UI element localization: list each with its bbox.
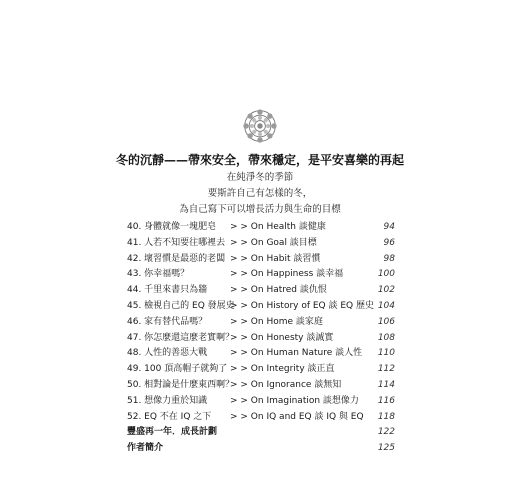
toc-chapter-title: 作者簡介 [127, 443, 164, 454]
toc-entry[interactable] [127, 362, 395, 378]
toc-chapter-title: 40. 身體就像一塊肥皂 [127, 222, 217, 232]
toc-entry[interactable] [127, 315, 395, 331]
toc-entry[interactable] [127, 299, 395, 315]
toc-entry[interactable] [127, 378, 395, 394]
toc-chapter-title: 44. 千里來書只為牆 [127, 285, 208, 296]
toc-entry[interactable] [127, 252, 395, 268]
toc-topic: > > On History of EQ 談 EQ 歷史 [230, 300, 374, 311]
toc-chapter-title: 42. 壞習慣是最惡的老闆 [127, 253, 226, 264]
toc-topic: > > On IQ and EQ 談 IQ 與 EQ [230, 411, 364, 422]
section-title: 冬的沉靜——帶來安全，帶來穩定，是平安喜樂的再起 [115, 153, 404, 167]
intro-line: 要斯許自己有怎樣的冬， [207, 188, 313, 199]
toc-page-number: 112 [377, 364, 395, 375]
toc-topic: > > On Integrity 談正直 [230, 364, 335, 375]
toc-page-number: 125 [377, 443, 395, 454]
toc-topic: > > On Imagination 談想像力 [230, 395, 359, 406]
toc-topic: > > On Ignorance 談無知 [230, 379, 342, 390]
toc-page-number: 96 [383, 237, 395, 248]
toc-topic: > > On Health 談健康 [230, 222, 326, 232]
toc-chapter-title: 41. 人若不知要往哪裡去 [127, 237, 226, 248]
intro-line: 在純淨冬的季節 [226, 172, 294, 183]
table-of-contents [127, 220, 395, 457]
toc-chapter-title: 47. 你怎麼還這麼老實啊？ [127, 332, 235, 343]
toc-chapter-title: 51. 想像力重於知識 [127, 395, 208, 406]
toc-topic: > > On Habit 談習慣 [230, 253, 321, 264]
toc-chapter-title: 43. 你幸福嗎？ [127, 269, 190, 280]
toc-page-number: 110 [377, 348, 395, 359]
intro-line: 為自己寫下可以增長活力與生命的目標 [179, 204, 341, 215]
toc-entry[interactable] [127, 425, 395, 441]
toc-entry[interactable] [127, 394, 395, 410]
toc-topic: > > On Human Nature 談人性 [230, 348, 363, 359]
toc-entry[interactable] [127, 267, 395, 283]
toc-topic: > > On Goal 談目標 [230, 237, 317, 248]
toc-page-number: 116 [377, 395, 395, 406]
toc-chapter-title: 豐盛再一年．成長計劃 [127, 427, 218, 438]
flower-ornament-icon [242, 108, 278, 144]
toc-entry[interactable] [127, 331, 395, 347]
toc-entry[interactable] [127, 346, 395, 362]
toc-page-number: 106 [377, 316, 395, 327]
toc-topic: > > On Hatred 談仇恨 [230, 285, 327, 296]
toc-page-number: 122 [377, 427, 395, 438]
toc-chapter-title: 52. EQ 不在 IQ 之下 [127, 411, 212, 422]
toc-chapter-title: 49. 100 頂高帽子就夠了 [127, 364, 228, 375]
toc-topic: > > On Honesty 談誠實 [230, 332, 334, 343]
toc-chapter-title: 50. 相對論是什麼東西啊？ [127, 379, 235, 390]
toc-page-number: 98 [383, 253, 395, 264]
toc-page-number: 94 [383, 222, 395, 232]
toc-page-number: 104 [377, 300, 395, 311]
toc-entry[interactable] [127, 220, 395, 236]
toc-page-number: 108 [377, 332, 395, 343]
toc-page-number: 100 [377, 269, 395, 280]
toc-entry[interactable] [127, 441, 395, 457]
toc-page-number: 102 [377, 285, 395, 296]
toc-chapter-title: 48. 人性的善惡大戰 [127, 348, 208, 359]
toc-entry[interactable] [127, 410, 395, 426]
toc-topic: > > On Home 談家庭 [230, 316, 323, 327]
toc-page-number: 118 [377, 411, 395, 422]
toc-topic: > > On Happiness 談幸福 [230, 269, 344, 280]
toc-entry[interactable] [127, 283, 395, 299]
toc-page-number: 114 [377, 379, 395, 390]
toc-chapter-title: 45. 檢視自己的 EQ 發展史 [127, 300, 235, 311]
toc-entry[interactable] [127, 236, 395, 252]
toc-chapter-title: 46. 家有替代品嗎？ [127, 316, 208, 327]
